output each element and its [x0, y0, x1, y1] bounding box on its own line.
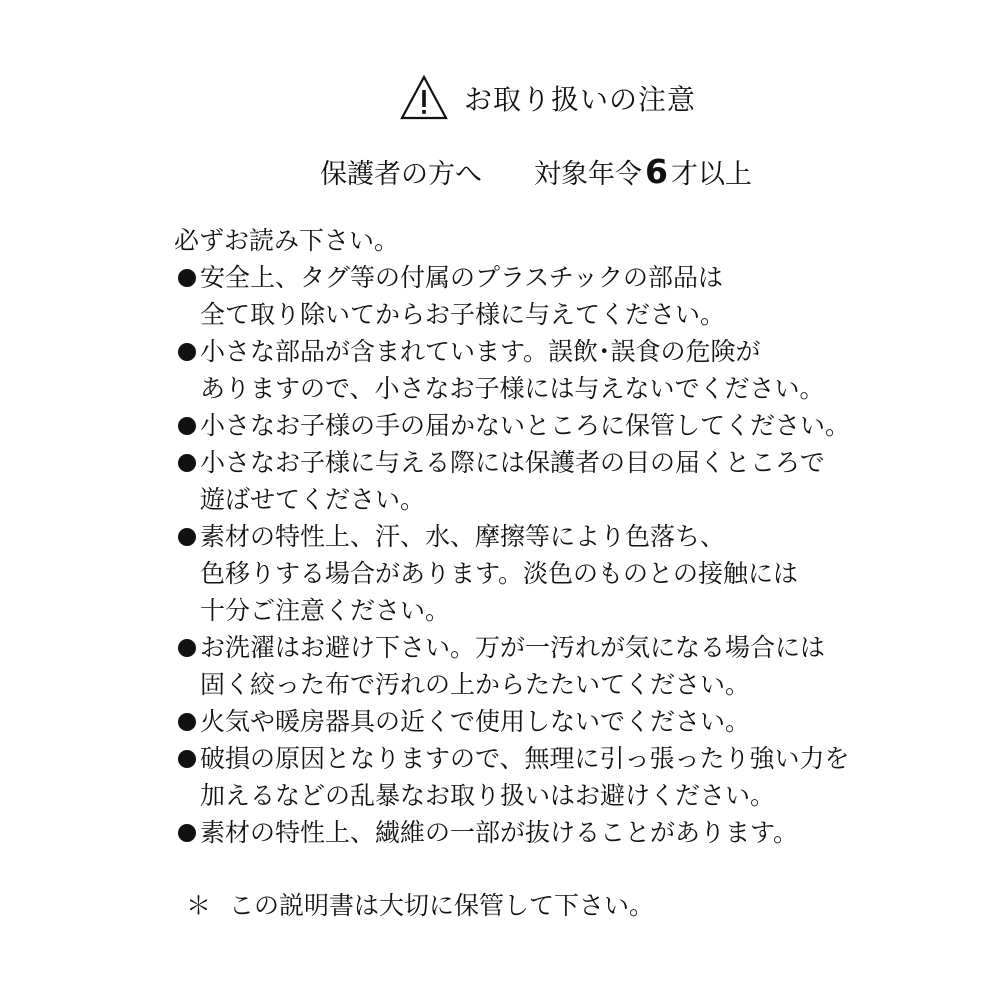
item-text [200, 703, 954, 740]
item-line: 素材の特性上、繊維の一部が抜けることがあります。 [200, 818, 799, 847]
age-suffix: 才以上 [670, 159, 752, 190]
item-line: 火気や暖房器具の近くで使用しないでください。 [200, 707, 751, 736]
title-row [400, 66, 696, 130]
item-line: 小さなお子様に与える際には保護者の目の届くところで [200, 448, 825, 477]
item-line: 遊ばせてください。 [200, 485, 426, 514]
instruction-list [174, 259, 954, 851]
item-text [200, 444, 954, 518]
age-number: 6 [645, 152, 668, 191]
subtitle-row [320, 152, 880, 191]
list-item [174, 333, 954, 407]
list-item [174, 444, 954, 518]
footnote [186, 886, 654, 922]
item-line: 小さな部品が含まれています。誤飲･誤食の危険が [200, 337, 761, 366]
item-line: 固く絞った布で汚れの上からたたいてください。 [200, 670, 751, 699]
item-line: 全て取り除いてからお子様に与えてください。 [200, 300, 726, 329]
page-title: お取り扱いの注意 [464, 83, 697, 116]
bullet-icon [174, 740, 200, 768]
item-line: 破損の原因となりますので、無理に引っ張ったり強い力を [200, 744, 850, 773]
intro-text: 必ずお読み下さい。 [174, 226, 400, 255]
item-line: 素材の特性上、汗、水、摩擦等により色落ち、 [200, 522, 726, 551]
list-item [174, 518, 954, 629]
item-line: ありますので、小さなお子様には与えないでください。 [200, 374, 825, 403]
list-item [174, 629, 954, 703]
item-text [200, 629, 954, 703]
bullet-icon [174, 259, 200, 287]
item-text [200, 740, 954, 814]
instruction-body [174, 222, 954, 851]
age-label: 対象年令 [534, 159, 642, 190]
bullet-icon [174, 629, 200, 657]
list-item [174, 259, 954, 333]
item-text [200, 814, 954, 851]
item-line: 小さなお子様の手の届かないところに保管してください。 [200, 411, 851, 440]
warning-triangle-icon [400, 74, 448, 122]
asterisk-mark: ＊ [186, 891, 212, 920]
bullet-icon [174, 703, 200, 731]
footnote-text: この説明書は大切に保管して下さい。 [229, 891, 655, 920]
bullet-icon [174, 518, 200, 546]
bullet-icon [174, 333, 200, 361]
item-text [200, 333, 954, 407]
list-item [174, 407, 954, 444]
item-line: お洗濯はお避け下さい。万が一汚れが気になる場合には [200, 633, 826, 662]
bullet-icon [174, 407, 200, 435]
guardian-notice: 保護者の方へ [320, 159, 482, 190]
item-text [200, 407, 954, 444]
item-text [200, 259, 954, 333]
bullet-icon [174, 814, 200, 842]
bullet-icon [174, 444, 200, 472]
list-item [174, 703, 954, 740]
item-line: 加えるなどの乱暴なお取り扱いはお避けください。 [200, 781, 776, 810]
item-line: 十分ご注意ください。 [200, 596, 451, 625]
item-line: 安全上、タグ等の付属のプラスチックの部品は [200, 263, 724, 292]
item-line: 色移りする場合があります。淡色のものとの接触には [200, 559, 799, 588]
item-text [200, 518, 954, 629]
list-item [174, 740, 954, 814]
list-item [174, 814, 954, 851]
